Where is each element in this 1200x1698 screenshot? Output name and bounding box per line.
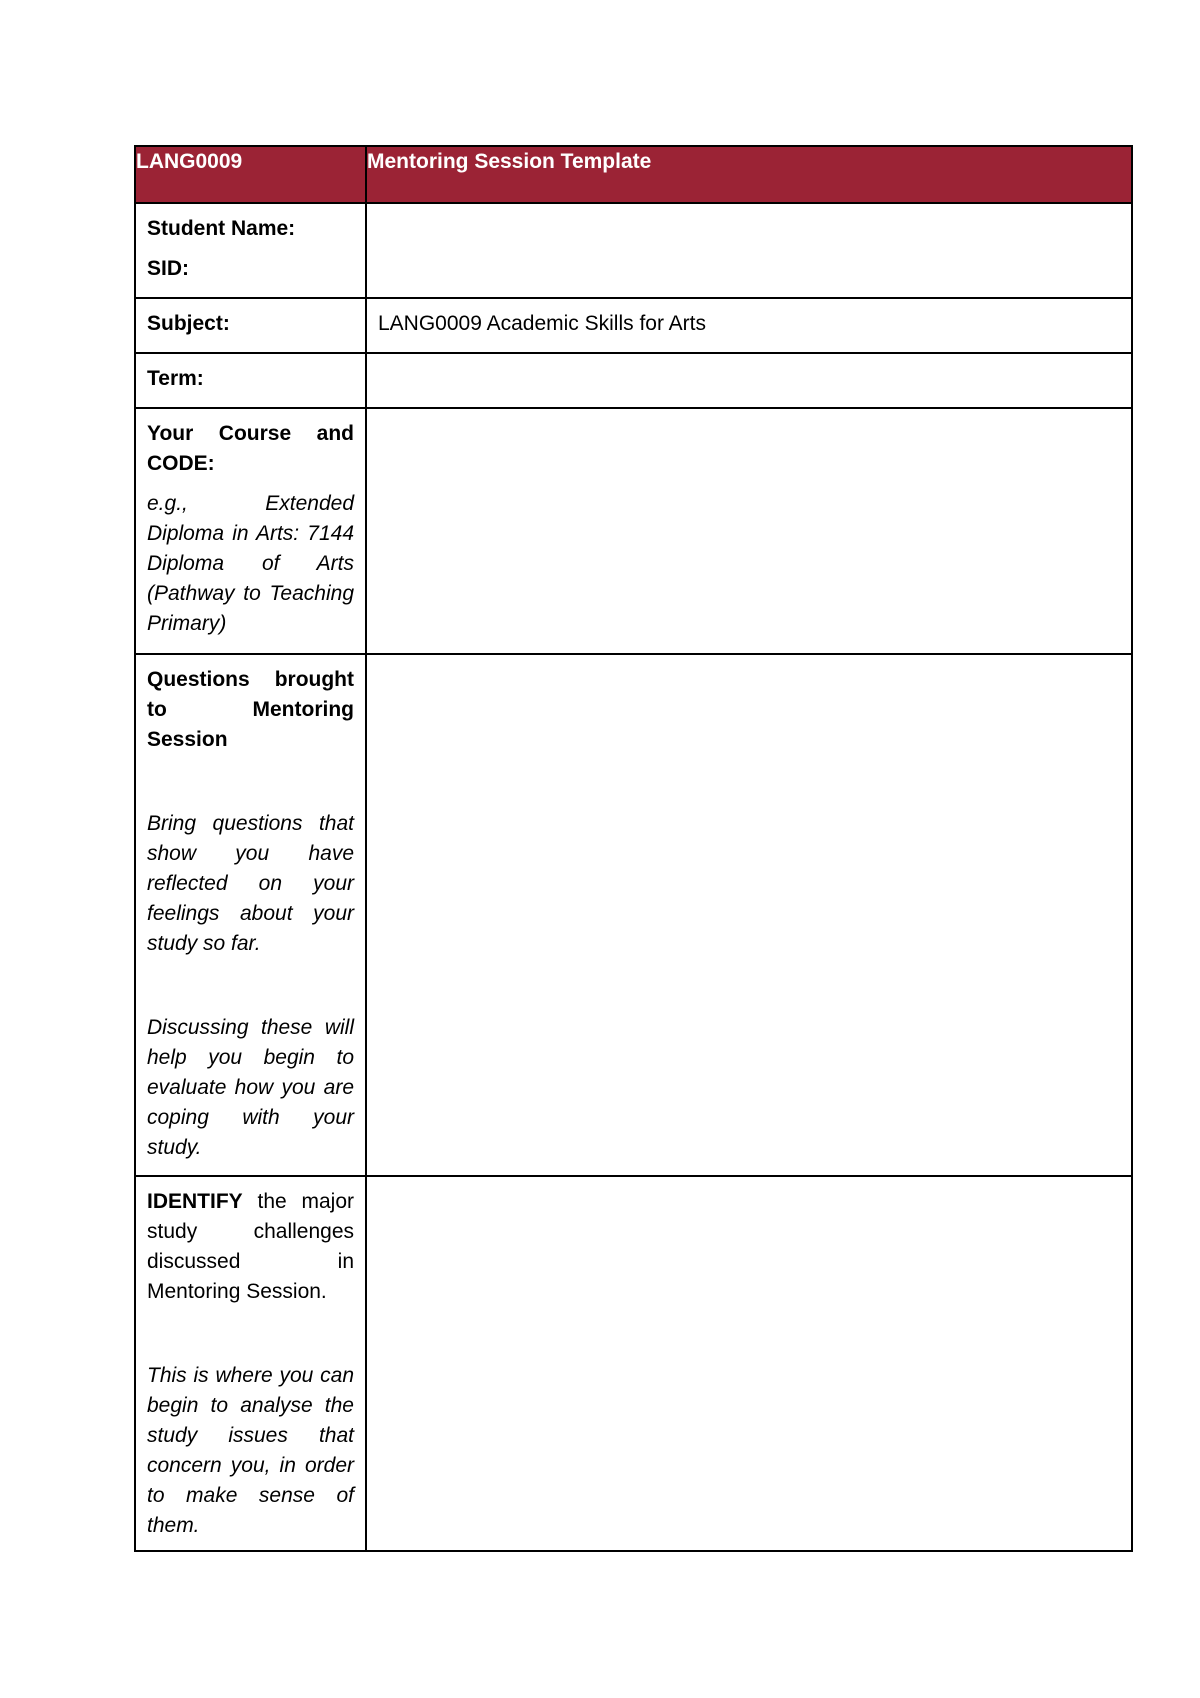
course-hint: e.g., Extended Diploma in Arts: 7144 Diploma of Arts (Pathway to Teaching Primary) [147, 492, 354, 635]
identify-hint: This is where you can begin to analyse the study issues that concern you, in order to make sense of them. [147, 1364, 354, 1537]
questions-value [367, 655, 1131, 667]
identify-value-field[interactable] [366, 1176, 1132, 1551]
questions-hint-2: Discussing these will help you begin to evaluate how you are coping with your study. [147, 1016, 354, 1159]
sid-label: SID: [147, 257, 189, 280]
subject-value-field[interactable] [366, 298, 1132, 353]
term-label: Term: [147, 367, 204, 390]
course-value-field[interactable] [366, 408, 1132, 654]
questions-label-cell [135, 654, 366, 1176]
subject-label: Subject: [147, 312, 230, 335]
questions-row [135, 654, 1132, 1176]
term-value [367, 354, 1131, 366]
course-label: Your Course and CODE: [147, 422, 354, 475]
header-title: Mentoring Session Template [366, 146, 1132, 203]
header-code: LANG0009 [135, 146, 366, 203]
term-label-cell [135, 353, 366, 408]
course-row [135, 408, 1132, 654]
student-row [135, 203, 1132, 298]
term-value-field[interactable] [366, 353, 1132, 408]
course-label-cell [135, 408, 366, 654]
subject-row [135, 298, 1132, 353]
subject-label-cell [135, 298, 366, 353]
questions-value-field[interactable] [366, 654, 1132, 1176]
identify-label [147, 1187, 354, 1307]
term-row [135, 353, 1132, 408]
mentoring-session-table [134, 145, 1133, 1552]
subject-value: LANG0009 Academic Skills for Arts [378, 312, 706, 335]
identify-value [367, 1177, 1131, 1189]
identify-label-cell [135, 1176, 366, 1551]
identify-label-strong: IDENTIFY [147, 1190, 243, 1213]
questions-hint-1: Bring questions that show you have reflected on your feelings about your study so far. [147, 812, 354, 955]
student-value-field[interactable] [366, 203, 1132, 298]
student-label-cell [135, 203, 366, 298]
identify-row [135, 1176, 1132, 1551]
course-value [367, 409, 1131, 421]
student-value [367, 204, 1131, 216]
questions-label: Questions brought to Mentoring Session [147, 668, 354, 751]
identify-label-rest: the major study challenges discussed in Mentoring Session. [147, 1190, 354, 1303]
header-row [135, 146, 1132, 203]
student-name-label: Student Name: [147, 217, 296, 240]
